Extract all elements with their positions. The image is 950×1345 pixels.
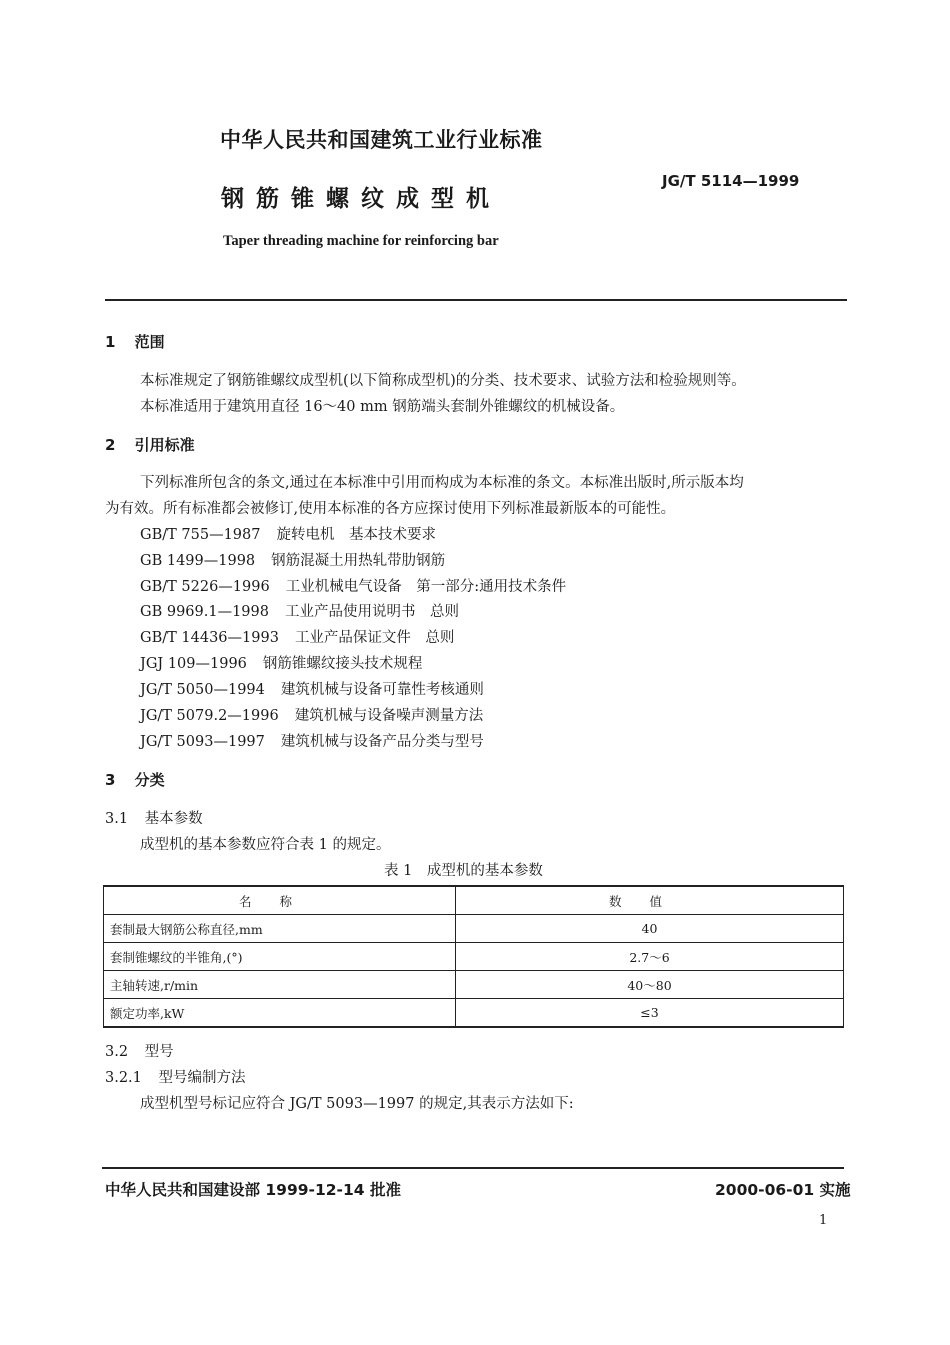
reference-title: 工业机械电气设备 第一部分:通用技术条件 [285, 579, 567, 595]
reference-title: 钢筋锥螺纹接头技术规程 [262, 656, 423, 672]
reference-code: GB/T 755—1987 [140, 527, 261, 543]
section-1-title: 范围 [134, 333, 165, 351]
reference-code: GB/T 14436—1993 [140, 630, 279, 646]
section-3-1-heading [105, 807, 203, 828]
section-3-2-1-heading [105, 1066, 246, 1087]
section-2-intro-line-1: 下列标准所包含的条文,通过在本标准中引用而构成为本标准的条文。本标准出版时,所示版本均 [140, 475, 744, 491]
reference-item [140, 600, 459, 621]
section-1-heading [105, 331, 165, 352]
standard-code: JG/T 5114—1999 [662, 172, 800, 190]
org-title: 中华人民共和国建筑工业行业标准 [220, 128, 543, 152]
reference-title: 建筑机械与设备可靠性考核通则 [280, 682, 484, 698]
section-3-number: 3 [105, 771, 116, 789]
doc-title-english: Taper threading machine for reinforcing bar [223, 233, 499, 249]
table-cell-name: 套制最大钢筋公称直径,mm [104, 915, 456, 943]
footer-divider [102, 1167, 844, 1169]
table-row [104, 943, 844, 971]
doc-title: 钢筋锥螺纹成型机 [221, 186, 501, 212]
reference-item [140, 523, 436, 544]
table-row [104, 915, 844, 943]
reference-code: JG/T 5050—1994 [140, 682, 265, 698]
section-3-1-title: 基本参数 [144, 811, 203, 827]
reference-code: GB/T 5226—1996 [140, 579, 270, 595]
reference-code: GB 9969.1—1998 [140, 604, 269, 620]
section-1-paragraph-2: 本标准适用于建筑用直径 16～40 mm 钢筋端头套制外锥螺纹的机械设备。 [140, 399, 625, 415]
reference-code: GB 1499—1998 [140, 553, 256, 569]
section-3-2-title: 型号 [144, 1044, 174, 1060]
section-3-2-number: 3.2 [105, 1044, 129, 1060]
table-cell-value: 40～80 [456, 971, 844, 999]
table-cell-name: 套制锥螺纹的半锥角,(°) [104, 943, 456, 971]
reference-item [140, 730, 484, 751]
reference-title: 工业产品保证文件 总则 [294, 630, 455, 646]
effective-date: 2000-06-01 实施 [715, 1181, 851, 1199]
reference-code: JGJ 109—1996 [140, 656, 247, 672]
page-number: 1 [819, 1213, 828, 1228]
header-divider [105, 299, 847, 301]
section-3-2-1-text: 成型机型号标记应符合 JG/T 5093—1997 的规定,其表示方法如下: [140, 1096, 574, 1112]
table-cell-name: 主轴转速,r/min [104, 971, 456, 999]
section-2-title: 引用标准 [134, 436, 195, 454]
table-cell-name: 额定功率,kW [104, 999, 456, 1028]
section-3-1-number: 3.1 [105, 811, 129, 827]
reference-title: 建筑机械与设备噪声测量方法 [294, 708, 484, 724]
reference-title: 建筑机械与设备产品分类与型号 [280, 734, 484, 750]
reference-item [140, 678, 484, 699]
table-cell-value: 40 [456, 915, 844, 943]
reference-title: 钢筋混凝土用热轧带肋钢筋 [271, 553, 446, 569]
reference-item [140, 575, 566, 596]
section-3-heading [105, 769, 165, 790]
table-cell-value: 2.7～6 [456, 943, 844, 971]
section-2-intro-line-2: 为有效。所有标准都会被修订,使用本标准的各方应探讨使用下列标准最新版本的可能性。 [105, 501, 676, 517]
section-3-2-1-number: 3.2.1 [105, 1070, 142, 1086]
section-2-number: 2 [105, 436, 116, 454]
reference-item [140, 704, 483, 725]
parameter-table [103, 885, 844, 1028]
approval-line: 中华人民共和国建设部 1999-12-14 批准 [105, 1181, 401, 1199]
section-3-2-1-title: 型号编制方法 [158, 1070, 246, 1086]
reference-item [140, 652, 422, 673]
reference-item [140, 549, 445, 570]
section-3-1-text: 成型机的基本参数应符合表 1 的规定。 [140, 837, 391, 853]
reference-item [140, 626, 454, 647]
reference-code: JG/T 5079.2—1996 [140, 708, 279, 724]
reference-title: 旋转电机 基本技术要求 [276, 527, 436, 543]
table-cell-value: ≤3 [456, 999, 844, 1028]
section-3-2-heading [105, 1040, 174, 1061]
reference-code: JG/T 5093—1997 [140, 734, 265, 750]
table-caption: 表 1 成型机的基本参数 [384, 863, 543, 879]
table-row [104, 999, 844, 1028]
section-3-title: 分类 [134, 771, 165, 789]
reference-title: 工业产品使用说明书 总则 [285, 604, 459, 620]
table-header-value: 数值 [456, 886, 844, 915]
table-header-name: 名称 [104, 886, 456, 915]
section-2-heading [105, 434, 195, 455]
table-row [104, 971, 844, 999]
section-1-paragraph-1: 本标准规定了钢筋锥螺纹成型机(以下简称成型机)的分类、技术要求、试验方法和检验规则等。 [140, 373, 746, 389]
section-1-number: 1 [105, 333, 116, 351]
table-header-row [104, 886, 844, 915]
